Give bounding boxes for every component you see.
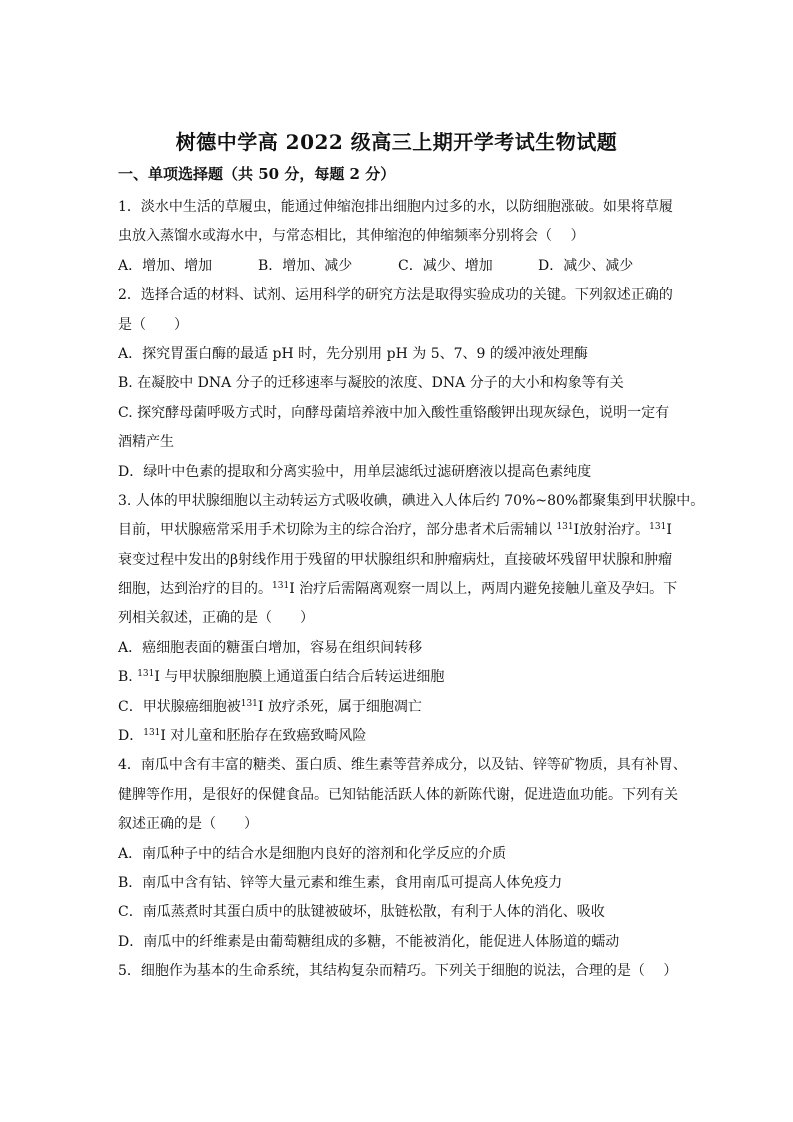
option-text: D． [118, 728, 144, 745]
question-3-stem-text: 目前，甲状腺癌常采用手术切除为主的综合治疗，部分患者术后需辅以 [118, 522, 557, 539]
question-list [118, 193, 705, 987]
question-4-option-b: B．南瓜中含有钴、锌等大量元素和维生素，食用南瓜可提高人体免疫力 [118, 874, 563, 891]
question-3-stem-line-5: 列相关叙述，正确的是（ ） [118, 610, 314, 627]
question-4-stem-line-3: 叙述正确的是（ ） [118, 816, 258, 833]
question-2-option-c-line-2: 酒精产生 [118, 434, 174, 451]
isotope-superscript: 131 [143, 728, 161, 739]
option-text: B. [118, 669, 138, 686]
isotope-superscript: 131 [556, 522, 574, 533]
question-4-stem-line-1: 4．南瓜中含有丰富的糖类、蛋白质、维生素等营养成分，以及钴、锌等矿物质，具有补胃、 [118, 757, 687, 774]
section-heading: 一、单项选择题（共 50 分，每题 2 分） [118, 165, 396, 183]
question-1-stem-line-1: 1．淡水中生活的草履虫，能通过伸缩泡排出细胞内过多的水，以防细胞涨破。如果将草履 [118, 199, 673, 215]
question-4-option-a: A．南瓜种子中的结合水是细胞内良好的溶剂和化学反应的介质 [118, 845, 507, 862]
question-1-stem-line-2: 虫放入蒸馏水或海水中，与常态相比，其伸缩泡的伸缩频率分别将会（ ） [118, 228, 585, 245]
question-2-option-b: B. 在凝胶中 DNA 分子的迁移速率与凝胶的浓度、DNA 分子的大小和构象等有关 [118, 375, 624, 392]
question-3-stem-text: 细胞，达到治疗的目的。 [118, 581, 272, 598]
option-text: I 放疗杀死，属于细胞凋亡 [257, 698, 422, 715]
question-2-stem-line-2: 是（ ） [118, 316, 188, 333]
question-2-option-a: A．探究胃蛋白酶的最适 pH 时，先分别用 pH 为 5、7、9 的缓冲液处理酶 [118, 345, 588, 362]
question-2-option-c-line-1: C. 探究酵母菌呼吸方式时，向酵母菌培养液中加入酸性重铬酸钾出现灰绿色，说明一定有 [118, 404, 670, 421]
option-text: I 对儿童和胚胎存在致癌致畸风险 [160, 728, 367, 745]
question-4-option-c: C．南瓜蒸煮时其蛋白质中的肽键被破坏，肽链松散，有利于人体的消化、吸收 [118, 904, 605, 921]
question-3-stem-line-2 [118, 516, 678, 545]
exam-title: 树德中学高 2022 级高三上期开学考试生物试题 [175, 130, 618, 154]
isotope-superscript: 131 [649, 522, 667, 533]
option-text: I 与甲状腺细胞膜上通道蛋白结合后转运进细胞 [154, 669, 445, 686]
question-3-option-d [118, 722, 678, 751]
question-1-option-a: A．增加、增加 [118, 257, 213, 274]
isotope-superscript: 131 [240, 698, 258, 709]
question-3-stem-line-4 [118, 575, 678, 604]
question-3-stem-text: I [666, 522, 672, 539]
question-2-option-d: D．绿叶中色素的提取和分离实验中，用单层滤纸过滤研磨液以提高色素纯度 [118, 463, 592, 480]
question-3-option-a: A．癌细胞表面的糖蛋白增加，容易在组织间转移 [118, 639, 423, 656]
question-3-stem-text: I 治疗后需隔离观察一周以上，两周内避免接触儿童及孕妇。下 [289, 581, 678, 598]
question-1-option-c: C．减少、增加 [398, 257, 493, 274]
isotope-superscript: 131 [137, 669, 155, 680]
question-1-options [118, 252, 678, 281]
question-3-option-b [118, 663, 678, 692]
question-3-stem-line-3: 衰变过程中发出的β射线作用于残留的甲状腺组织和肿瘤病灶，直接破坏残留甲状腺和肿瘤 [118, 551, 673, 568]
question-1-option-b: B．增加、减少 [258, 257, 353, 274]
option-text: C．甲状腺癌细胞被 [118, 698, 241, 715]
question-3-option-c [118, 693, 678, 722]
question-4-option-d: D．南瓜中的纤维素是由葡萄糖组成的多糖，不能被消化，能促进人体肠道的蠕动 [118, 933, 620, 950]
question-3-stem-text: I放射治疗。 [573, 522, 650, 539]
question-1-option-d: D．减少、减少 [538, 257, 634, 274]
question-3-stem-line-1: 3. 人体的甲状腺细胞以主动转运方式吸收碘，碘进入人体后约 70%~80%都聚集到甲状腺中。 [118, 492, 705, 509]
question-2-stem-line-1: 2．选择合适的材料、试剂、运用科学的研究方法是取得实验成功的关键。下列叙述正确的 [118, 287, 673, 304]
question-4-stem-line-2: 健脾等作用，是很好的保健食品。已知钴能活跃人体的新陈代谢，促进造血功能。下列有关 [118, 786, 678, 803]
question-5-stem-line-1: 5．细胞作为基本的生命系统，其结构复杂而精巧。下列关于细胞的说法，合理的是（ ） [118, 963, 678, 980]
isotope-superscript: 131 [272, 581, 290, 592]
